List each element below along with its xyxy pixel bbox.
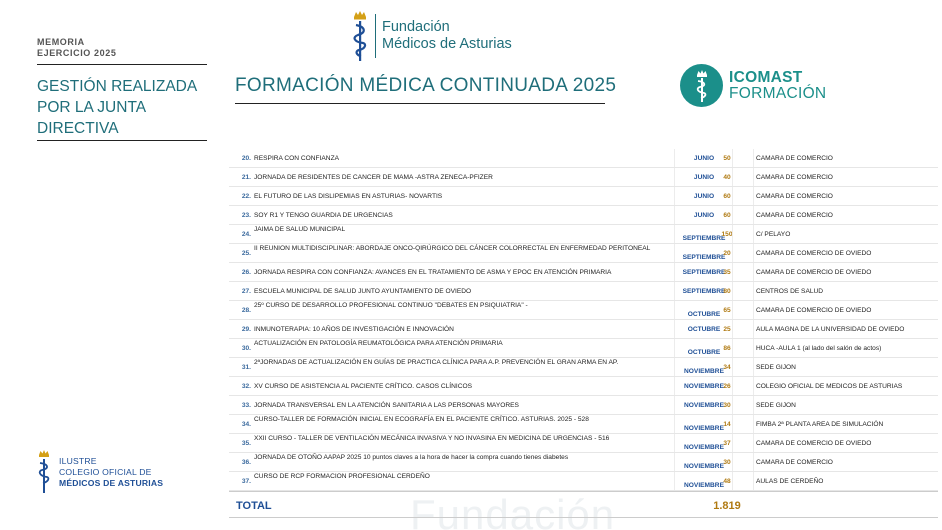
course-month: SEPTIEMBRE — [682, 269, 726, 276]
table-row — [229, 206, 938, 225]
course-month: SEPTIEMBRE — [682, 235, 726, 242]
row-number: 33. — [241, 402, 251, 409]
course-location: CAMARA DE COMERCIO DE OVIEDO — [756, 250, 872, 257]
course-hours: 150 — [721, 231, 733, 238]
column-divider — [674, 187, 675, 205]
row-number: 30. — [241, 345, 251, 352]
course-hours: 35 — [723, 269, 731, 276]
section-heading-line: GESTIÓN REALIZADA — [37, 78, 198, 95]
total-value: 1.819 — [713, 499, 741, 512]
column-divider — [732, 301, 733, 319]
section-heading-line: POR LA JUNTA — [37, 99, 147, 116]
course-hours: 30 — [723, 402, 731, 409]
column-divider — [732, 282, 733, 300]
colegio-line: COLEGIO OFICIAL DE — [59, 466, 152, 477]
course-title: CURSO-TALLER DE FORMACIÓN INICIAL EN ECOGRAFÍA EN EL PACIENTE CRÍTICO. ASTURIAS. 2025 - 528 — [254, 416, 589, 423]
crown-staff-icon — [692, 69, 712, 103]
row-number: 32. — [241, 383, 251, 390]
left-bottom-rule — [37, 140, 207, 141]
column-divider — [732, 149, 733, 167]
course-title: CURSO DE RCP FORMACION PROFESIONAL CERDEÑO — [254, 473, 430, 480]
column-divider — [732, 472, 733, 490]
column-divider — [753, 282, 754, 300]
icomast-line: ICOMAST — [729, 68, 803, 86]
table-row — [229, 244, 938, 263]
column-divider — [732, 225, 733, 243]
course-hours: 30 — [723, 459, 731, 466]
page-title: FORMACIÓN MÉDICA CONTINUADA 2025 — [235, 75, 617, 96]
colegio-name — [59, 456, 163, 489]
table-row — [229, 358, 938, 377]
table-row — [229, 377, 938, 396]
course-title: ACTUALIZACIÓN EN PATOLOGÍA REUMATOLÓGICA PARA ATENCIÓN PRIMARIA — [254, 340, 503, 347]
column-divider — [753, 472, 754, 490]
column-divider — [674, 472, 675, 490]
course-title: XXII CURSO - TALLER DE VENTILACIÓN MECÁNICA INVASIVA Y NO INVASINA EN MEDICINA DE URGENCIAS - 516 — [254, 435, 610, 442]
table-row — [229, 168, 938, 187]
table-row — [229, 187, 938, 206]
column-divider — [732, 415, 733, 433]
column-divider — [753, 225, 754, 243]
course-hours: 86 — [723, 345, 731, 352]
column-divider — [732, 396, 733, 414]
crown-staff-icon — [350, 9, 370, 63]
colegio-line: ILUSTRE — [59, 455, 97, 466]
course-hours: 80 — [723, 288, 731, 295]
course-title: ESCUELA MUNICIPAL DE SALUD JUNTO AYUNTAMIENTO DE OVIEDO — [254, 288, 472, 295]
section-heading — [37, 76, 212, 139]
course-title: JORNADA DE RESIDENTES DE CANCER DE MAMA -ASTRA ZENECA-PFIZER — [254, 174, 493, 181]
course-hours: 34 — [723, 364, 731, 371]
course-month: OCTUBRE — [687, 349, 721, 356]
table-row — [229, 263, 938, 282]
column-divider — [753, 415, 754, 433]
course-month: JUNIO — [693, 193, 715, 200]
column-divider — [732, 453, 733, 471]
course-title: SOY R1 Y TENGO GUARDIA DE URGENCIAS — [254, 212, 393, 219]
course-month: OCTUBRE — [687, 311, 721, 318]
fundacion-name — [382, 19, 512, 53]
row-number: 20. — [241, 155, 251, 162]
column-divider — [753, 301, 754, 319]
colegio-line: MÉDICOS DE ASTURIAS — [59, 477, 164, 488]
course-title: 25º CURSO DE DESARROLLO PROFESIONAL CONTINUO "DEBATES EN PSIQUIATRIA" - — [254, 302, 528, 309]
column-divider — [732, 168, 733, 186]
column-divider — [674, 263, 675, 281]
course-month: NOVIEMBRE — [684, 402, 724, 409]
row-number: 22. — [241, 193, 251, 200]
column-divider — [753, 453, 754, 471]
table-row — [229, 282, 938, 301]
course-month: JUNIO — [693, 155, 715, 162]
row-number: 31. — [241, 364, 251, 371]
column-divider — [753, 263, 754, 281]
course-location: AULA MAGNA DE LA UNIVERSIDAD DE OVIEDO — [756, 326, 905, 333]
table-row — [229, 472, 938, 491]
column-divider — [753, 244, 754, 262]
column-divider — [732, 187, 733, 205]
course-hours: 37 — [723, 440, 731, 447]
fundacion-line: Médicos de Asturias — [382, 36, 512, 52]
course-hours: 20 — [723, 250, 731, 257]
course-location: FIMBA 2ª PLANTA AREA DE SIMULACIÓN — [756, 421, 884, 428]
course-location: C/ PELAYO — [756, 231, 791, 238]
row-number: 26. — [241, 269, 251, 276]
table-row — [229, 149, 938, 168]
column-divider — [732, 320, 733, 338]
column-divider — [674, 358, 675, 376]
column-divider — [753, 358, 754, 376]
memoria-label — [37, 37, 116, 59]
table-row — [229, 339, 938, 358]
row-number: 37. — [241, 478, 251, 485]
course-hours: 25 — [723, 326, 731, 333]
course-title: II REUNION MULTIDISCIPLINAR: ABORDAJE ONCO-QIRÚRGICO DEL CÁNCER COLORRECTAL EN ENFERMEDAD PERITONEAL — [254, 245, 651, 252]
column-divider — [753, 339, 754, 357]
total-label: TOTAL — [236, 499, 272, 512]
row-number: 21. — [241, 174, 251, 181]
course-title: RESPIRA CON CONFIANZA — [254, 155, 339, 162]
course-month: SEPTIEMBRE — [682, 288, 726, 295]
column-divider — [753, 206, 754, 224]
table-row — [229, 225, 938, 244]
column-divider — [753, 377, 754, 395]
course-hours: 60 — [723, 193, 731, 200]
title-rule — [235, 103, 605, 104]
course-title: JAIMA DE SALUD MUNICIPAL — [254, 226, 346, 233]
table-row — [229, 301, 938, 320]
column-divider — [753, 187, 754, 205]
course-hours: 50 — [723, 155, 731, 162]
column-divider — [732, 244, 733, 262]
table-body — [229, 149, 938, 491]
course-location: CAMARA DE COMERCIO — [756, 459, 833, 466]
icomast-name — [729, 70, 826, 102]
column-divider — [674, 149, 675, 167]
course-month: NOVIEMBRE — [684, 383, 724, 390]
column-divider — [674, 453, 675, 471]
column-divider — [674, 206, 675, 224]
row-number: 35. — [241, 440, 251, 447]
column-divider — [732, 263, 733, 281]
course-title: JORNADA RESPIRA CON CONFIANZA: AVANCES EN EL TRATAMIENTO DE ASMA Y EPOC EN ATENCIÓN PRIMARIA — [254, 269, 612, 276]
courses-table — [229, 149, 938, 518]
course-month: OCTUBRE — [687, 326, 721, 333]
column-divider — [674, 244, 675, 262]
table-row — [229, 415, 938, 434]
crown-staff-icon — [37, 449, 51, 495]
course-location: SEDE GIJON — [756, 364, 796, 371]
course-location: AULAS DE CERDEÑO — [756, 478, 824, 485]
row-number: 29. — [241, 326, 251, 333]
course-month: NOVIEMBRE — [684, 482, 724, 489]
column-divider — [753, 149, 754, 167]
column-divider — [732, 339, 733, 357]
column-divider — [674, 225, 675, 243]
course-location: CAMARA DE COMERCIO DE OVIEDO — [756, 269, 872, 276]
watermark: Fundación — [410, 491, 616, 530]
course-month: NOVIEMBRE — [684, 463, 724, 470]
course-month: JUNIO — [693, 212, 715, 219]
course-title: 2ªJORNADAS DE ACTUALIZACIÓN EN GUÍAS DE PRACTICA CLÍNICA PARA A.P. PREVENCIÓN EL GRAN ARMA EN AP. — [254, 359, 619, 366]
table-row — [229, 453, 938, 472]
course-location: CAMARA DE COMERCIO — [756, 174, 833, 181]
course-month: JUNIO — [693, 174, 715, 181]
column-divider — [674, 301, 675, 319]
course-title: XV CURSO DE ASISTENCIA AL PACIENTE CRÍTICO. CASOS CLÍNICOS — [254, 383, 473, 390]
total-row — [229, 491, 938, 518]
icomast-emblem — [680, 64, 723, 107]
course-hours: 26 — [723, 383, 731, 390]
ejercicio-line: EJERCICIO 2025 — [37, 48, 117, 58]
course-location: CENTROS DE SALUD — [756, 288, 824, 295]
course-title: JORNADA TRANSVERSAL EN LA ATENCIÓN SANITARIA A LAS PERSONAS MAYORES — [254, 402, 519, 409]
icomast-line: FORMACIÓN — [729, 84, 827, 102]
column-divider — [732, 358, 733, 376]
row-number: 27. — [241, 288, 251, 295]
course-location: COLEGIO OFICIAL DE MEDICOS DE ASTURIAS — [756, 383, 903, 390]
course-month: NOVIEMBRE — [684, 425, 724, 432]
row-number: 25. — [241, 250, 251, 257]
column-divider — [732, 434, 733, 452]
column-divider — [732, 377, 733, 395]
logo-divider — [375, 14, 376, 58]
column-divider — [674, 434, 675, 452]
fundacion-line: Fundación — [382, 19, 450, 35]
icomast-logo — [680, 64, 826, 107]
row-number: 36. — [241, 459, 251, 466]
row-number: 24. — [241, 231, 251, 238]
column-divider — [732, 206, 733, 224]
course-hours: 14 — [723, 421, 731, 428]
course-location: HUCA -AULA 1 (al lado del salón de actos) — [756, 345, 882, 352]
memoria-line: MEMORIA — [37, 37, 85, 47]
course-hours: 48 — [723, 478, 731, 485]
course-month: SEPTIEMBRE — [682, 254, 726, 261]
column-divider — [753, 434, 754, 452]
column-divider — [674, 377, 675, 395]
course-location: CAMARA DE COMERCIO DE OVIEDO — [756, 307, 872, 314]
course-location: CAMARA DE COMERCIO DE OVIEDO — [756, 440, 872, 447]
row-number: 28. — [241, 307, 251, 314]
course-location: SEDE GIJON — [756, 402, 796, 409]
column-divider — [674, 339, 675, 357]
colegio-logo — [37, 449, 163, 495]
course-title: JORNADA DE OTOÑO AAPAP 2025 10 puntos claves a la hora de hacer la compra cuando tienes diabetes — [254, 454, 569, 461]
column-divider — [674, 320, 675, 338]
left-top-rule — [37, 64, 207, 65]
section-heading-line: DIRECTIVA — [37, 120, 119, 137]
column-divider — [753, 396, 754, 414]
fundacion-logo — [350, 9, 512, 63]
course-hours: 60 — [723, 212, 731, 219]
row-number: 23. — [241, 212, 251, 219]
course-location: CAMARA DE COMERCIO — [756, 155, 833, 162]
course-title: EL FUTURO DE LAS DISLIPEMIAS EN ASTURIAS- NOVARTIS — [254, 193, 443, 200]
course-month: NOVIEMBRE — [684, 444, 724, 451]
course-location: CAMARA DE COMERCIO — [756, 193, 833, 200]
row-number: 34. — [241, 421, 251, 428]
table-row — [229, 320, 938, 339]
column-divider — [674, 396, 675, 414]
table-row — [229, 434, 938, 453]
table-row — [229, 396, 938, 415]
course-location: CAMARA DE COMERCIO — [756, 212, 833, 219]
course-hours: 65 — [723, 307, 731, 314]
course-title: INMUNOTERAPIA: 10 AÑOS DE INVESTIGACIÓN E INNOVACIÓN — [254, 326, 454, 333]
column-divider — [674, 168, 675, 186]
column-divider — [674, 415, 675, 433]
column-divider — [753, 320, 754, 338]
course-hours: 40 — [723, 174, 731, 181]
course-month: NOVIEMBRE — [684, 368, 724, 375]
column-divider — [674, 282, 675, 300]
column-divider — [753, 168, 754, 186]
